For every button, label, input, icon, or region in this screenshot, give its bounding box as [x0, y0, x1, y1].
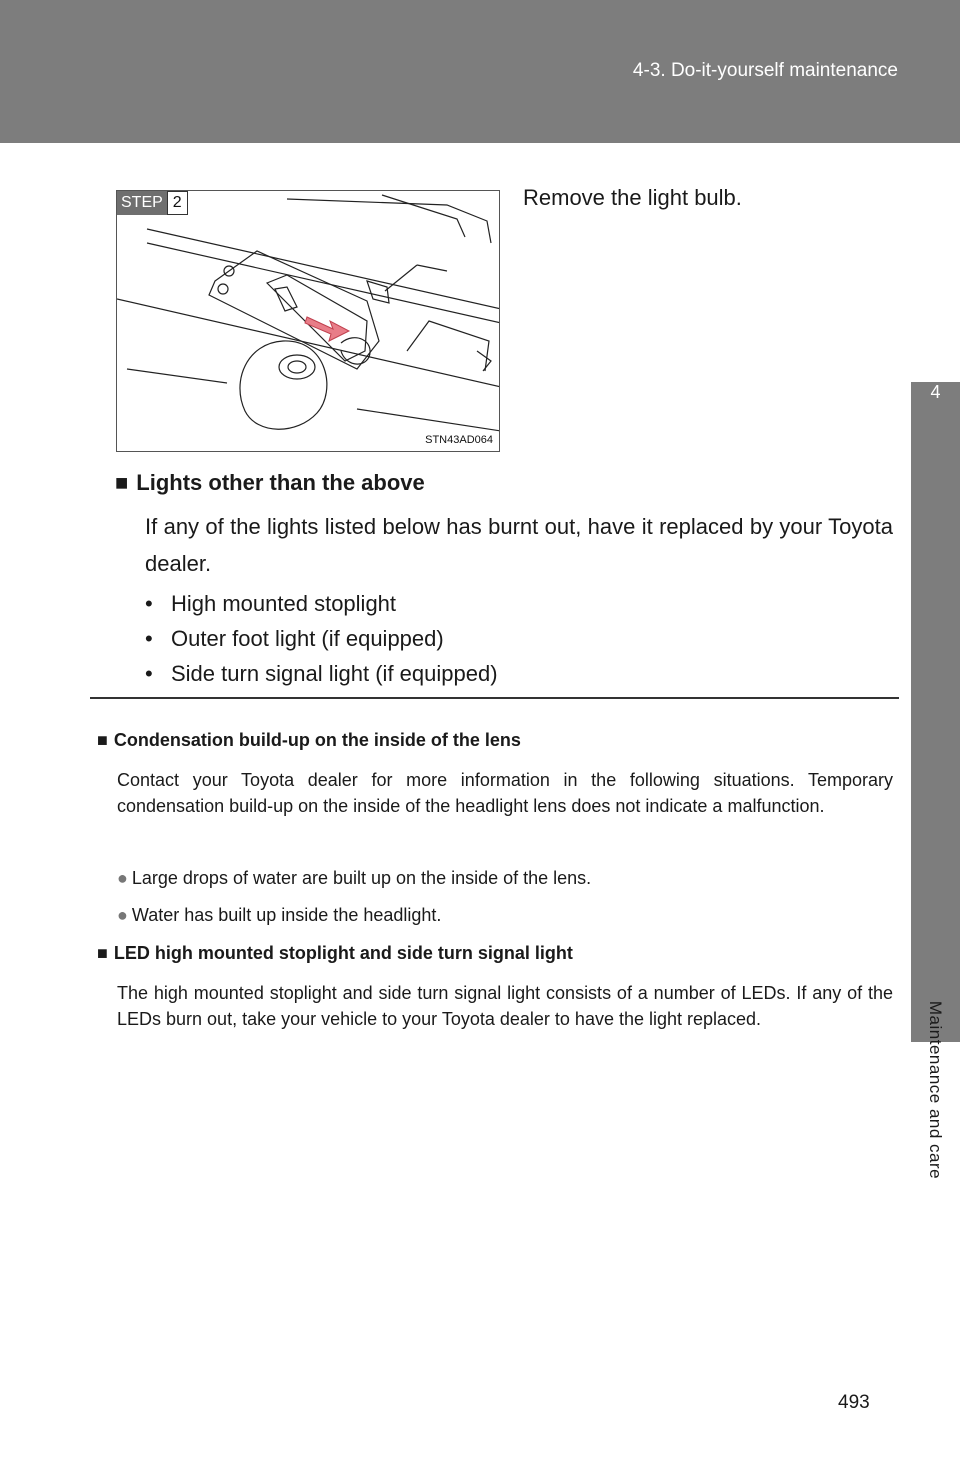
- figure-code: STN43AD064: [425, 434, 493, 446]
- list-item: [145, 656, 498, 691]
- header-bar: [0, 0, 960, 143]
- step-illustration: [116, 190, 500, 452]
- other-lights-heading-text: Lights other than the above: [136, 470, 425, 495]
- page-number: 493: [838, 1392, 870, 1413]
- section-title: 4-3. Do-it-yourself maintenance: [632, 60, 898, 81]
- bullet-icon: •: [145, 626, 153, 651]
- list-item-text: Water has built up inside the headlight.: [131, 905, 442, 925]
- list-item: [145, 621, 498, 656]
- chapter-label: Maintenance and care: [926, 1000, 945, 1180]
- other-lights-list: [145, 586, 498, 691]
- bullet-icon: •: [145, 591, 153, 616]
- square-bullet-icon: ■: [115, 470, 129, 495]
- step-word: STEP: [117, 191, 167, 215]
- led-paragraph: The high mounted stoplight and side turn signal light consists of a number of LEDs. If any of the LEDs burn out, take your vehicle to your Toyota dealer to have the light replaced.: [117, 983, 893, 1029]
- other-lights-paragraph: If any of the lights listed below has burnt out, have it replaced by your Toyota dealer.: [145, 514, 893, 576]
- step-number: 2: [167, 191, 188, 215]
- bulb-removal-drawing: [117, 191, 500, 452]
- section-divider: [90, 697, 899, 699]
- list-item: [145, 586, 498, 621]
- list-item-text: Large drops of water are built up on the inside of the lens.: [131, 868, 592, 888]
- circle-bullet-icon: ●: [117, 868, 128, 888]
- step-badge: [117, 191, 188, 215]
- list-item: [117, 902, 441, 928]
- other-lights-heading: [115, 470, 425, 496]
- square-bullet-icon: ■: [97, 943, 108, 963]
- list-item-text: Side turn signal light (if equipped): [171, 661, 498, 686]
- list-item: [117, 865, 591, 891]
- chapter-side-tab: [911, 382, 960, 1042]
- condensation-heading-text: Condensation build-up on the inside of the lens: [113, 730, 521, 750]
- square-bullet-icon: ■: [97, 730, 108, 750]
- led-heading: [97, 943, 573, 964]
- circle-bullet-icon: ●: [117, 905, 128, 925]
- list-item-text: Outer foot light (if equipped): [171, 626, 444, 651]
- list-item-text: High mounted stoplight: [171, 591, 397, 616]
- bullet-icon: •: [145, 661, 153, 686]
- step-instruction: Remove the light bulb.: [523, 185, 742, 210]
- condensation-heading: [97, 730, 521, 751]
- chapter-number: 4: [930, 382, 941, 402]
- condensation-paragraph: Contact your Toyota dealer for more information in the following situations. Temporary condensation build-up on the inside of the headlight lens does not indicate a malfunction.: [117, 770, 893, 816]
- led-heading-text: LED high mounted stoplight and side turn signal light: [113, 943, 573, 963]
